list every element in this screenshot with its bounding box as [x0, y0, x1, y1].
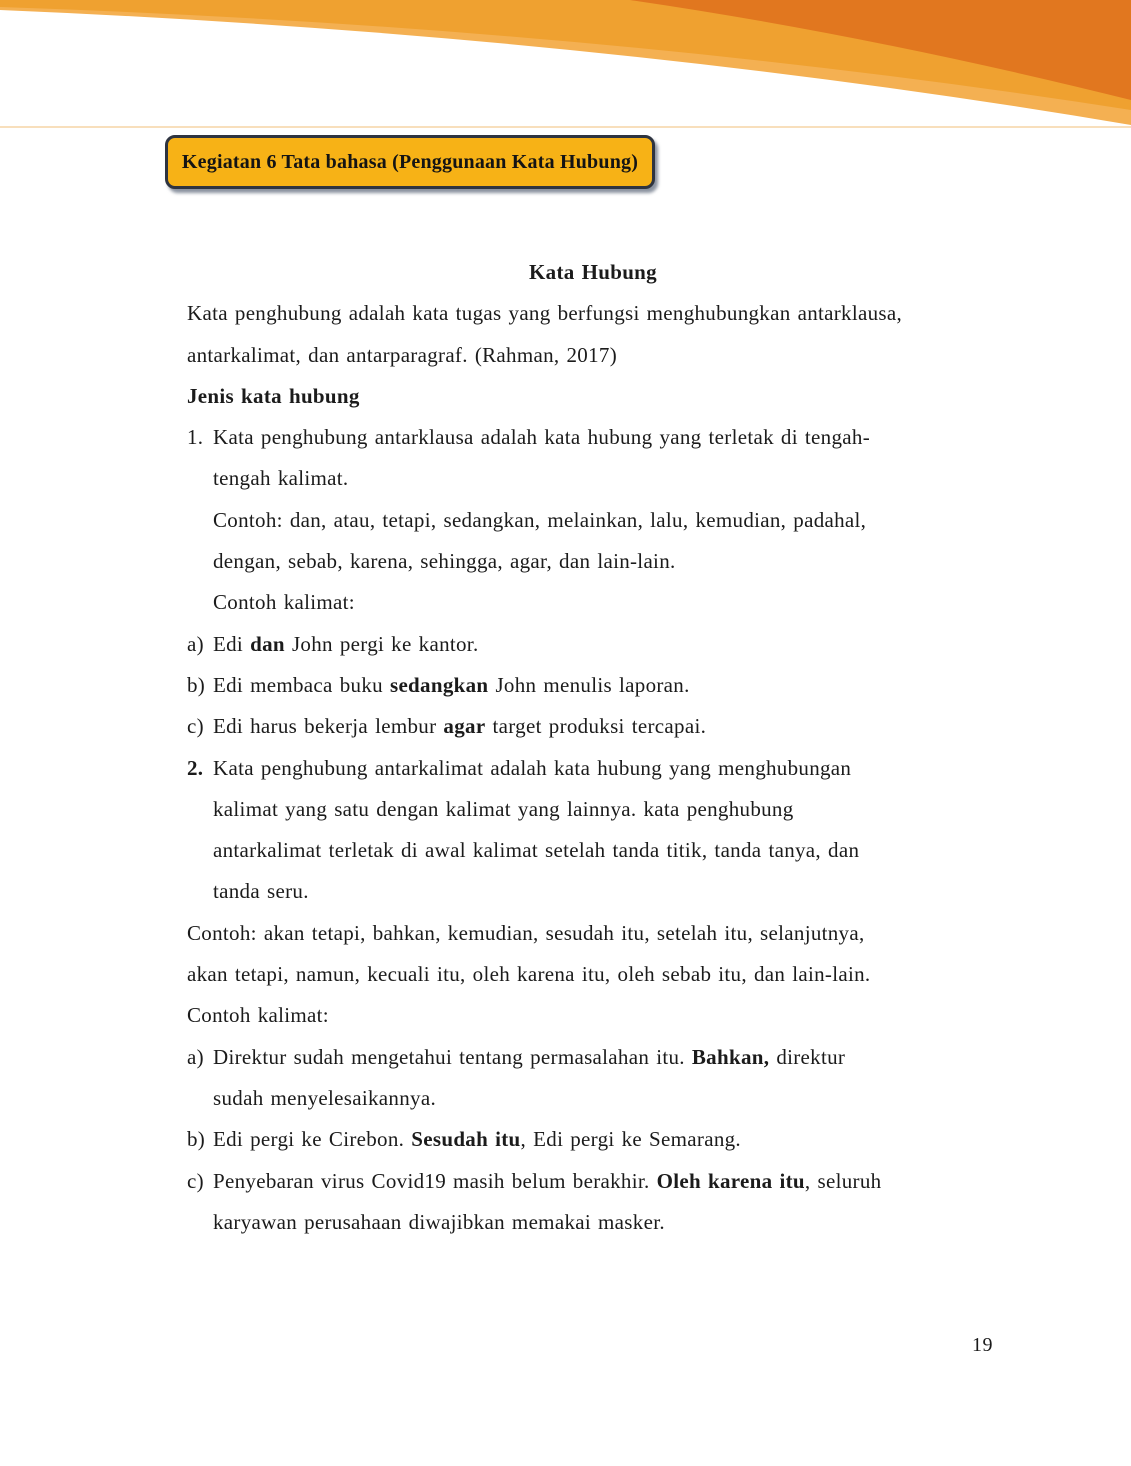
list-letter-b2: b) — [187, 1127, 206, 1152]
example-item-2a-text — [213, 1037, 999, 1120]
intro-paragraph — [187, 293, 999, 376]
text-line: Contoh kalimat: — [187, 1003, 329, 1028]
text-line: sudah menyelesaikannya. — [213, 1085, 436, 1110]
page-number: 19 — [972, 1334, 993, 1356]
section-title: Kata Hubung — [529, 260, 657, 284]
numbered-item-1 — [187, 417, 999, 623]
text-line: Edi dan John pergi ke kantor. — [213, 631, 479, 656]
text-line: antarkalimat, dan antarparagraf. (Rahman, 2017) — [187, 342, 617, 367]
text-line: Contoh: dan, atau, tetapi, sedangkan, melainkan, lalu, kemudian, padahal, — [213, 507, 867, 532]
list-letter-b: b) — [187, 672, 206, 697]
list-letter-c2: c) — [187, 1168, 204, 1193]
example-item-2c — [187, 1161, 999, 1244]
numbered-item-1-text — [213, 417, 999, 623]
example-item-2b-text — [213, 1119, 999, 1160]
text-line: tanda seru. — [213, 879, 309, 904]
header-divider-line — [0, 126, 1131, 128]
example-item-1a-text — [213, 624, 999, 665]
text-line: Contoh: akan tetapi, bahkan, kemudian, sesudah itu, setelah itu, selanjutnya, — [187, 920, 865, 945]
example-item-1b-text — [213, 665, 999, 706]
text-line: Penyebaran virus Covid19 masih belum berakhir. Oleh karena itu, seluruh — [213, 1168, 882, 1193]
text-line: Kata penghubung antarklausa adalah kata hubung yang terletak di tengah- — [213, 425, 870, 450]
text-line: akan tetapi, namun, kecuali itu, oleh karena itu, oleh sebab itu, dan lain-lain. — [187, 962, 871, 987]
header-swoosh-graphic — [0, 0, 1131, 130]
text-line: Contoh kalimat: — [213, 590, 355, 615]
text-line: kalimat yang satu dengan kalimat yang lainnya. kata penghubung — [213, 796, 794, 821]
text-line: dengan, sebab, karena, sehingga, agar, dan lain-lain. — [213, 549, 676, 574]
example-item-1c-text — [213, 706, 999, 747]
text-line: Kata penghubung adalah kata tugas yang berfungsi menghubungkan antarklausa, — [187, 301, 903, 326]
list-letter-a2: a) — [187, 1044, 204, 1069]
numbered-item-2 — [187, 748, 999, 913]
example-item-1c — [187, 706, 999, 747]
example-item-2b — [187, 1119, 999, 1160]
example-item-1a — [187, 624, 999, 665]
text-line: Kata penghubung antarkalimat adalah kata hubung yang menghubungan — [213, 755, 852, 780]
numbered-item-2-text — [213, 748, 999, 913]
list-number-1: 1. — [187, 425, 204, 450]
text-line: karyawan perusahaan diwajibkan memakai masker. — [213, 1209, 665, 1234]
document-body — [187, 252, 999, 1243]
example-item-2c-text — [213, 1161, 999, 1244]
subheading-jenis-kata-hubung: Jenis kata hubung — [187, 383, 360, 408]
text-line: antarkalimat terletak di awal kalimat setelah tanda titik, tanda tanya, dan — [213, 838, 860, 863]
text-line: tengah kalimat. — [213, 466, 349, 491]
text-line: Direktur sudah mengetahui tentang permasalahan itu. Bahkan, direktur — [213, 1044, 846, 1069]
text-line: Edi pergi ke Cirebon. Sesudah itu, Edi pergi ke Semarang. — [213, 1127, 741, 1152]
activity-banner-label: Kegiatan 6 Tata bahasa (Penggunaan Kata Hubung) — [181, 150, 639, 173]
activity-banner — [165, 135, 655, 189]
example-item-1b — [187, 665, 999, 706]
list-letter-c: c) — [187, 714, 204, 739]
text-line: Edi membaca buku sedangkan John menulis laporan. — [213, 672, 690, 697]
list-number-2: 2. — [187, 755, 204, 780]
contoh-antarkalimat-paragraph — [187, 913, 999, 1037]
example-item-2a — [187, 1037, 999, 1120]
text-line: Edi harus bekerja lembur agar target produksi tercapai. — [213, 714, 707, 739]
list-letter-a: a) — [187, 631, 204, 656]
